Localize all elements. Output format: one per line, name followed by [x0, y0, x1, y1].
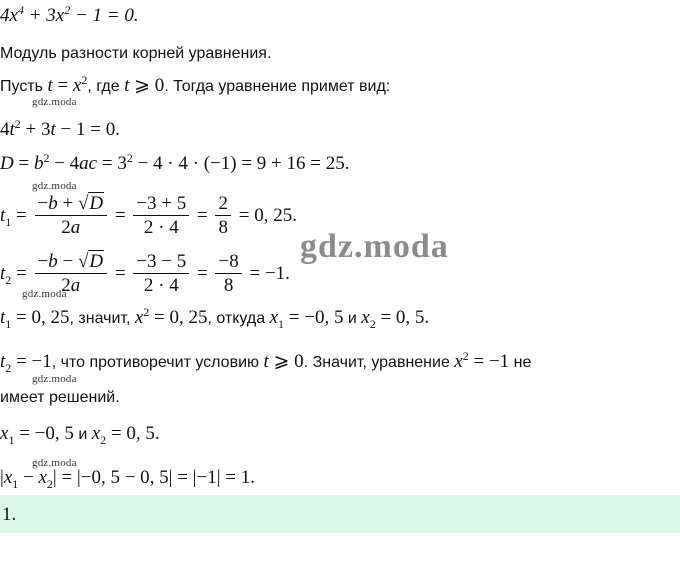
watermark-small-2: gdz.moda	[32, 180, 77, 192]
task-label: Модуль разности корней уравнения.	[0, 45, 272, 62]
root1-frac-values: $\frac{-3 + 5}{2 \cdot 4}$	[133, 194, 189, 237]
case1-line: $t_1 = 0$, 25, значит, $x^2 = 0$, 25, откуда $x_1 = -0$, 5 и $x_2 = 0$, 5.	[0, 305, 430, 331]
watermark-large: gdz.moda	[300, 228, 449, 265]
case1-x2eq: $x^2 = 0$, 25	[134, 305, 208, 328]
substitution-line	[0, 73, 391, 96]
modulus-line: $|x_1 - x_2| = |-0$, 5 − 0, 5| = |−1| = 1.	[0, 467, 255, 491]
root2-frac-result: $\frac{-8}{8}$	[215, 252, 241, 295]
root2-frac-values: $\frac{-3 - 5}{2 \cdot 4}$	[133, 252, 189, 295]
equation: $4x^4 + 3x^2 - 1 = 0$.	[0, 3, 139, 26]
root2-line: $t_2$ = $\frac{-b - √D}{2a}$ = $\frac{-3 - 5}{2 \cdot 4}$ = $\frac{-8}{8}$ = −1.	[0, 251, 290, 296]
case2-eq: $x^2 = -1$	[454, 349, 510, 372]
case2-t2: $t_2 = -1$	[0, 351, 52, 375]
root2-tail: = −1.	[249, 263, 290, 284]
roots-summary: $x_1 = -0$, 5 и $x_2 = 0$, 5.	[0, 423, 160, 447]
root2-frac-formula: $\frac{-b - √D}{2a}$	[35, 252, 108, 295]
text-pust: Пусть	[0, 78, 43, 95]
text-togda: . Тогда уравнение примет вид:	[164, 78, 391, 95]
subst-formula: $t = x^2$	[47, 73, 88, 96]
text-gde: , где	[87, 78, 120, 95]
case1-x1: $x_1 = -0$, 5	[269, 307, 344, 331]
answer-box	[0, 495, 680, 533]
discriminant-line: $D = b^2 - 4ac = 3^2 - 4 \cdot 4 \cdot (-1) = 9 + 16 = 25$.	[0, 151, 350, 174]
quadratic-equation: $4t^2 + 3t - 1 = 0$.	[0, 117, 120, 140]
watermark-small-3: gdz.moda	[22, 288, 67, 300]
root1-frac-result: $\frac{2}{8}$	[215, 194, 231, 237]
case2-cond: t ⩾ 0	[263, 351, 304, 372]
root1-frac-formula: $\frac{-b + √D}{2a}$	[35, 194, 108, 237]
root1-line: $t_1$ = $\frac{-b + √D}{2a}$ = $\frac{-3 + 5}{2 \cdot 4}$ = $\frac{2}{8}$ = 0, 25.	[0, 193, 297, 238]
subst-condition: t ⩾ 0	[124, 75, 165, 96]
case1-t1: $t_1 = 0$, 25	[0, 307, 70, 331]
case2-continuation: имеет решений.	[0, 389, 120, 406]
watermark-small-4: gdz.moda	[32, 373, 77, 385]
case2-line: $t_2 = -1$, что противоречит условию t ⩾ 0. Значит, уравнение $x^2 = -1$ не	[0, 349, 532, 375]
watermark-small-1: gdz.moda	[32, 96, 77, 108]
watermark-small-5: gdz.moda	[32, 457, 77, 469]
answer-value: 1.	[2, 504, 17, 525]
root1-tail: = 0, 25.	[238, 205, 297, 226]
case1-x2: $x_2 = 0$, 5.	[361, 307, 430, 331]
